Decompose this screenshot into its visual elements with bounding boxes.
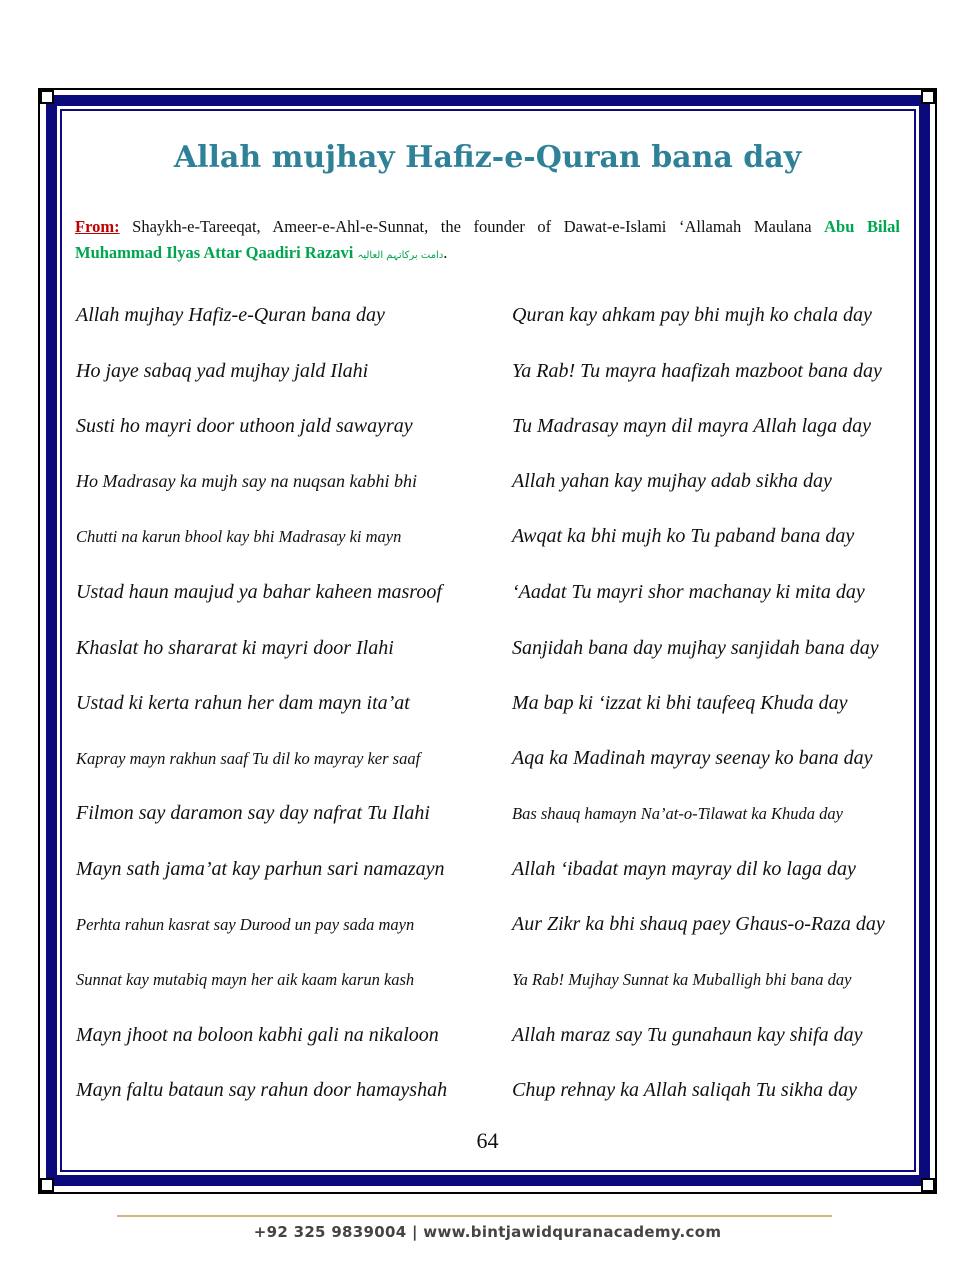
verse-left: Ho jaye sabaq yad mujhay jald Ilahi — [76, 360, 369, 382]
from-text: Shaykh-e-Tareeqat, Ameer-e-Ahl-e-Sunnat, the founder of Dawat-e-Islami ‘Allamah Maulana — [119, 217, 825, 236]
verse-left: Khaslat ho shararat ki mayri door Ilahi — [76, 637, 394, 659]
verse-left: Allah mujhay Hafiz-e-Quran bana day — [76, 304, 385, 326]
verse-left: Ustad ki kerta rahun her dam mayn ita’at — [76, 692, 410, 714]
verse-left: Perhta rahun kasrat say Durood un pay sada mayn — [76, 914, 415, 934]
verse-left: Ustad haun maujud ya bahar kaheen masroof — [76, 581, 442, 603]
verse-left: Filmon say daramon say day nafrat Tu Ilahi — [76, 802, 430, 824]
page-title: Allah mujhay Hafiz-e-Quran bana day — [173, 140, 802, 175]
verse-right: Quran kay ahkam pay bhi mujh ko chala day — [512, 304, 872, 326]
frame-corner-ornament — [921, 90, 935, 104]
frame-corner-ornament — [40, 90, 54, 104]
page-number: 64 — [476, 1128, 499, 1153]
verse-left: Sunnat kay mutabiq mayn her aik kaam karun kash — [76, 969, 415, 989]
footer-divider — [117, 1215, 832, 1217]
verse-left: Mayn faltu bataun say rahun door hamayshah — [76, 1079, 448, 1101]
verse-right: Ya Rab! Tu mayra haafizah mazboot bana day — [512, 360, 882, 382]
verse-right: Bas shauq hamayn Na’at-o-Tilawat ka Khuda day — [512, 803, 843, 823]
verse-right: Allah ‘ibadat mayn mayray dil ko laga day — [512, 858, 856, 880]
verse-right: Aqa ka Madinah mayray seenay ko bana day — [512, 747, 873, 769]
author-name: Abu Bilal Muhammad Ilyas Attar Qaadiri Razavi — [75, 217, 900, 262]
verse-left: Ho Madrasay ka mujh say na nuqsan kabhi bhi — [76, 471, 417, 491]
verse-right: Aur Zikr ka bhi shauq paey Ghaus-o-Raza day — [512, 913, 885, 935]
verse-right: ‘Aadat Tu mayri shor machanay ki mita day — [512, 581, 865, 603]
verse-left: Mayn sath jama’at kay parhun sari namazayn — [76, 858, 445, 880]
verse-left: Mayn jhoot na boloon kabhi gali na nikaloon — [76, 1024, 439, 1046]
verse-right: Allah yahan kay mujhay adab sikha day — [512, 470, 832, 492]
verse-right: Tu Madrasay mayn dil mayra Allah laga day — [512, 415, 872, 437]
verse-right: Allah maraz say Tu gunahaun kay shifa day — [512, 1024, 863, 1046]
from-end: . — [443, 243, 448, 262]
verse-left: Kapray mayn rakhun saaf Tu dil ko mayray ker saaf — [76, 748, 421, 768]
verse-right: Awqat ka bhi mujh ko Tu paband bana day — [512, 525, 855, 547]
verse-right: Ya Rab! Mujhay Sunnat ka Muballigh bhi bana day — [512, 969, 852, 989]
frame-corner-ornament — [40, 1178, 54, 1192]
author-attribution — [75, 214, 900, 269]
verse-left: Susti ho mayri door uthoon jald sawayray — [76, 415, 413, 437]
from-label: From: — [75, 217, 120, 236]
footer-contact: +92 325 9839004 | www.bintjawidquranacademy.com — [253, 1223, 722, 1241]
verse-left: Chutti na karun bhool kay bhi Madrasay ki mayn — [76, 526, 402, 546]
frame-corner-ornament — [921, 1178, 935, 1192]
verse-right: Ma bap ki ‘izzat ki bhi taufeeq Khuda day — [512, 692, 848, 714]
verse-right: Chup rehnay ka Allah saliqah Tu sikha day — [512, 1079, 857, 1101]
verse-right: Sanjidah bana day mujhay sanjidah bana day — [512, 637, 879, 659]
honorific: دامت برکاتہم العالیہ — [357, 250, 444, 261]
